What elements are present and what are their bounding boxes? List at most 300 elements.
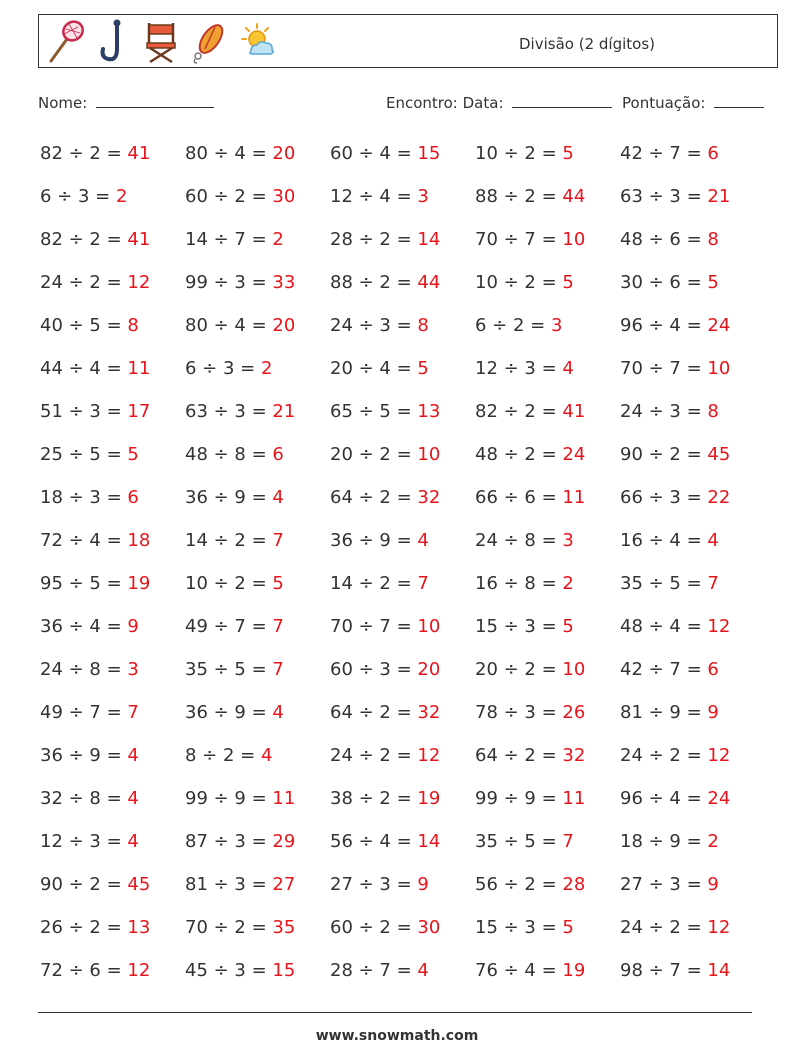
problem-question: 30 ÷ 6 =: [620, 272, 708, 293]
problem-question: 36 ÷ 4 =: [40, 616, 128, 637]
division-problem: [330, 401, 440, 422]
division-problem: [185, 315, 295, 336]
problem-answer: 2: [707, 831, 719, 852]
problem-answer: 17: [127, 401, 151, 422]
problem-question: 10 ÷ 2 =: [475, 143, 563, 164]
division-problem: [185, 745, 272, 766]
problem-question: 96 ÷ 4 =: [620, 315, 708, 336]
problem-answer: 29: [272, 831, 296, 852]
problem-question: 70 ÷ 7 =: [475, 229, 563, 250]
problem-question: 36 ÷ 9 =: [185, 487, 273, 508]
division-problem: [40, 401, 150, 422]
problem-question: 24 ÷ 2 =: [620, 917, 708, 938]
division-problem: [330, 788, 440, 809]
problem-question: 28 ÷ 7 =: [330, 960, 418, 981]
problem-question: 66 ÷ 3 =: [620, 487, 708, 508]
division-problem: [475, 358, 574, 379]
problem-question: 88 ÷ 2 =: [330, 272, 418, 293]
problem-question: 72 ÷ 4 =: [40, 530, 128, 551]
problem-question: 82 ÷ 2 =: [40, 229, 128, 250]
division-problem: [475, 530, 574, 551]
problem-answer: 4: [127, 831, 139, 852]
division-problem: [40, 530, 150, 551]
problem-answer: 11: [127, 358, 151, 379]
division-problem: [185, 659, 284, 680]
problem-answer: 4: [260, 745, 273, 766]
problem-answer: 15: [272, 960, 296, 981]
division-problem: [185, 874, 295, 895]
problem-question: 48 ÷ 2 =: [475, 444, 563, 465]
division-problem: [40, 186, 127, 207]
division-problem: [40, 616, 139, 637]
division-problem: [620, 229, 719, 250]
division-problem: [475, 315, 562, 336]
problem-row: [40, 606, 760, 649]
problem-answer: 20: [272, 143, 296, 164]
problem-answer: 26: [562, 702, 586, 723]
directors-chair-icon: [141, 19, 181, 65]
division-problem: [620, 401, 719, 422]
problem-answer: 4: [272, 702, 284, 723]
division-problem: [185, 444, 284, 465]
problem-answer: 18: [127, 530, 151, 551]
division-problem: [330, 186, 429, 207]
problem-question: 24 ÷ 3 =: [620, 401, 708, 422]
division-problem: [185, 401, 295, 422]
division-problem: [330, 702, 440, 723]
division-problem: [40, 487, 139, 508]
problem-question: 35 ÷ 5 =: [185, 659, 273, 680]
problem-question: 15 ÷ 3 =: [475, 616, 563, 637]
division-problem: [330, 487, 440, 508]
problem-question: 51 ÷ 3 =: [40, 401, 128, 422]
problem-answer: 4: [562, 358, 574, 379]
problem-answer: 10: [417, 616, 441, 637]
score-blank[interactable]: [714, 93, 764, 108]
problem-answer: 32: [562, 745, 586, 766]
division-problem: [185, 573, 284, 594]
problem-answer: 8: [707, 401, 719, 422]
problem-row: [40, 692, 760, 735]
problem-question: 16 ÷ 8 =: [475, 573, 563, 594]
problem-question: 35 ÷ 5 =: [620, 573, 708, 594]
problem-row: [40, 821, 760, 864]
name-blank[interactable]: [96, 93, 214, 108]
problem-question: 63 ÷ 3 =: [620, 186, 708, 207]
problem-question: 14 ÷ 7 =: [185, 229, 273, 250]
problem-answer: 4: [417, 960, 429, 981]
division-problem: [185, 272, 295, 293]
problem-question: 40 ÷ 5 =: [40, 315, 128, 336]
division-problem: [330, 874, 429, 895]
problem-question: 56 ÷ 2 =: [475, 874, 563, 895]
problem-row: [40, 305, 760, 348]
problem-answer: 20: [417, 659, 441, 680]
problem-question: 10 ÷ 2 =: [185, 573, 273, 594]
problem-row: [40, 133, 760, 176]
problem-question: 36 ÷ 9 =: [185, 702, 273, 723]
problem-question: 6 ÷ 3 =: [40, 186, 116, 207]
problem-answer: 33: [272, 272, 296, 293]
problem-answer: 5: [417, 358, 429, 379]
problem-answer: 4: [127, 788, 139, 809]
division-problem: [330, 960, 429, 981]
problem-answer: 11: [272, 788, 296, 809]
division-problem: [620, 788, 730, 809]
problem-answer: 8: [127, 315, 139, 336]
problem-answer: 5: [707, 272, 719, 293]
problem-question: 60 ÷ 2 =: [185, 186, 273, 207]
problem-answer: 5: [127, 444, 139, 465]
division-problem: [185, 788, 295, 809]
worksheet-title: Divisão (2 dígitos): [519, 35, 655, 53]
division-problem: [620, 530, 719, 551]
problem-row: [40, 735, 760, 778]
problem-answer: 14: [417, 831, 441, 852]
problem-answer: 8: [707, 229, 719, 250]
problem-question: 64 ÷ 2 =: [330, 702, 418, 723]
problem-row: [40, 864, 760, 907]
division-problem: [620, 315, 730, 336]
division-problem: [40, 831, 139, 852]
problem-question: 78 ÷ 3 =: [475, 702, 563, 723]
score-label: Pontuação:: [622, 94, 706, 112]
problem-answer: 28: [562, 874, 586, 895]
problem-question: 24 ÷ 3 =: [330, 315, 418, 336]
division-problem: [40, 659, 139, 680]
division-problem: [40, 702, 139, 723]
problem-question: 99 ÷ 9 =: [475, 788, 563, 809]
division-problem: [620, 186, 730, 207]
problem-question: 25 ÷ 5 =: [40, 444, 128, 465]
problem-question: 14 ÷ 2 =: [330, 573, 418, 594]
problem-question: 36 ÷ 9 =: [330, 530, 418, 551]
division-problem: [185, 186, 295, 207]
division-problem: [620, 960, 730, 981]
problem-question: 66 ÷ 6 =: [475, 487, 563, 508]
problem-answer: 12: [707, 917, 731, 938]
problem-answer: 4: [272, 487, 284, 508]
problem-row: [40, 391, 760, 434]
problem-row: [40, 907, 760, 950]
problem-answer: 7: [417, 573, 429, 594]
division-problem: [40, 788, 139, 809]
problem-answer: 22: [707, 487, 731, 508]
problem-answer: 5: [562, 143, 574, 164]
division-problem: [40, 315, 139, 336]
division-problem: [620, 272, 719, 293]
division-problem: [620, 573, 719, 594]
problem-answer: 2: [115, 186, 128, 207]
problem-question: 27 ÷ 3 =: [330, 874, 418, 895]
division-problem: [330, 444, 440, 465]
problem-answer: 24: [707, 788, 731, 809]
date-blank[interactable]: [512, 93, 612, 108]
division-problem: [620, 143, 719, 164]
division-problem: [620, 659, 719, 680]
problem-answer: 10: [417, 444, 441, 465]
encounter-date-label: Encontro: Data:: [386, 94, 504, 112]
problem-answer: 4: [417, 530, 429, 551]
problem-question: 64 ÷ 2 =: [330, 487, 418, 508]
division-problem: [475, 186, 585, 207]
division-problem: [620, 874, 719, 895]
problem-answer: 10: [562, 659, 586, 680]
problem-row: [40, 176, 760, 219]
problem-answer: 9: [417, 874, 429, 895]
problem-row: [40, 520, 760, 563]
problem-answer: 10: [562, 229, 586, 250]
division-problem: [620, 831, 719, 852]
problem-answer: 11: [562, 487, 586, 508]
problem-answer: 24: [707, 315, 731, 336]
student-info-row: [38, 93, 778, 117]
division-problem: [185, 358, 272, 379]
problem-question: 88 ÷ 2 =: [475, 186, 563, 207]
problem-answer: 3: [417, 186, 429, 207]
problem-answer: 6: [707, 659, 719, 680]
division-problem: [185, 616, 284, 637]
division-problem: [40, 229, 150, 250]
division-problem: [475, 272, 574, 293]
problem-answer: 7: [707, 573, 719, 594]
division-problem: [40, 444, 139, 465]
problem-answer: 30: [272, 186, 296, 207]
problem-answer: 5: [272, 573, 284, 594]
problem-answer: 7: [272, 659, 284, 680]
problem-question: 49 ÷ 7 =: [40, 702, 128, 723]
problem-question: 81 ÷ 9 =: [620, 702, 708, 723]
problem-answer: 13: [127, 917, 151, 938]
problem-row: [40, 262, 760, 305]
problem-question: 45 ÷ 3 =: [185, 960, 273, 981]
problem-question: 80 ÷ 4 =: [185, 143, 273, 164]
division-problem: [620, 745, 730, 766]
problem-question: 42 ÷ 7 =: [620, 659, 708, 680]
problem-answer: 9: [707, 874, 719, 895]
problem-answer: 12: [417, 745, 441, 766]
problem-question: 72 ÷ 6 =: [40, 960, 128, 981]
problem-question: 48 ÷ 6 =: [620, 229, 708, 250]
problem-answer: 24: [562, 444, 586, 465]
problem-answer: 12: [707, 745, 731, 766]
problem-answer: 21: [707, 186, 731, 207]
problem-question: 6 ÷ 2 =: [475, 315, 551, 336]
problem-row: [40, 434, 760, 477]
problem-answer: 20: [272, 315, 296, 336]
problem-question: 82 ÷ 2 =: [40, 143, 128, 164]
problem-answer: 4: [707, 530, 719, 551]
problem-answer: 4: [127, 745, 139, 766]
problem-row: [40, 950, 760, 993]
problem-question: 12 ÷ 4 =: [330, 186, 418, 207]
division-problem: [40, 874, 150, 895]
problem-question: 18 ÷ 9 =: [620, 831, 708, 852]
division-problem: [330, 358, 429, 379]
problem-answer: 41: [127, 229, 151, 250]
problem-question: 80 ÷ 4 =: [185, 315, 273, 336]
problem-question: 24 ÷ 8 =: [475, 530, 563, 551]
problem-row: [40, 219, 760, 262]
division-problem: [185, 960, 295, 981]
division-problem: [475, 960, 585, 981]
problem-question: 63 ÷ 3 =: [185, 401, 273, 422]
division-problem: [475, 745, 585, 766]
division-problem: [475, 702, 585, 723]
problem-question: 36 ÷ 9 =: [40, 745, 128, 766]
problem-question: 27 ÷ 3 =: [620, 874, 708, 895]
problem-question: 24 ÷ 2 =: [620, 745, 708, 766]
division-problem: [330, 745, 440, 766]
division-problem: [475, 401, 585, 422]
division-problem: [40, 143, 150, 164]
problem-answer: 21: [272, 401, 296, 422]
division-problem: [475, 573, 574, 594]
problem-answer: 12: [707, 616, 731, 637]
problem-question: 28 ÷ 2 =: [330, 229, 418, 250]
problem-question: 82 ÷ 2 =: [475, 401, 563, 422]
problem-question: 8 ÷ 2 =: [185, 745, 261, 766]
division-problem: [40, 745, 139, 766]
problem-answer: 5: [562, 616, 574, 637]
problem-question: 14 ÷ 2 =: [185, 530, 273, 551]
division-problem: [330, 272, 440, 293]
name-field[interactable]: [38, 93, 214, 112]
division-problem: [185, 831, 295, 852]
division-problem: [330, 229, 440, 250]
problem-answer: 19: [127, 573, 151, 594]
problem-answer: 5: [562, 272, 574, 293]
problem-answer: 15: [417, 143, 441, 164]
problem-answer: 45: [707, 444, 731, 465]
fishing-lure-icon: [189, 19, 229, 65]
problem-question: 38 ÷ 2 =: [330, 788, 418, 809]
problem-question: 24 ÷ 2 =: [330, 745, 418, 766]
problem-answer: 44: [562, 186, 586, 207]
problem-question: 48 ÷ 8 =: [185, 444, 273, 465]
problem-question: 65 ÷ 5 =: [330, 401, 418, 422]
division-problem: [620, 616, 730, 637]
problem-answer: 7: [127, 702, 139, 723]
problem-row: [40, 778, 760, 821]
division-problem: [185, 702, 284, 723]
problem-question: 70 ÷ 2 =: [185, 917, 273, 938]
butterfly-net-icon: [45, 19, 85, 65]
problem-answer: 41: [562, 401, 586, 422]
division-problem: [40, 358, 150, 379]
problem-question: 96 ÷ 4 =: [620, 788, 708, 809]
division-problem: [620, 487, 730, 508]
problem-answer: 3: [550, 315, 563, 336]
division-problem: [330, 616, 440, 637]
problem-answer: 7: [562, 831, 574, 852]
division-problem: [475, 143, 574, 164]
division-problem: [330, 831, 440, 852]
problem-answer: 19: [417, 788, 441, 809]
division-problem: [475, 487, 585, 508]
name-label: Nome:: [38, 94, 88, 112]
division-problem: [185, 229, 284, 250]
problem-answer: 27: [272, 874, 296, 895]
problem-question: 95 ÷ 5 =: [40, 573, 128, 594]
problem-question: 44 ÷ 4 =: [40, 358, 128, 379]
division-problem: [475, 616, 574, 637]
problem-question: 90 ÷ 2 =: [40, 874, 128, 895]
footer-url: www.snowmath.com: [315, 1028, 479, 1044]
problem-question: 64 ÷ 2 =: [475, 745, 563, 766]
division-problem: [475, 444, 585, 465]
problem-answer: 32: [417, 702, 441, 723]
problem-question: 18 ÷ 3 =: [40, 487, 128, 508]
problem-question: 60 ÷ 3 =: [330, 659, 418, 680]
problem-question: 24 ÷ 2 =: [40, 272, 128, 293]
problem-answer: 12: [127, 272, 151, 293]
problem-question: 12 ÷ 3 =: [475, 358, 563, 379]
problem-answer: 7: [272, 616, 284, 637]
problem-question: 16 ÷ 4 =: [620, 530, 708, 551]
problem-question: 60 ÷ 4 =: [330, 143, 418, 164]
problem-answer: 19: [562, 960, 586, 981]
problem-question: 20 ÷ 4 =: [330, 358, 418, 379]
division-problem: [185, 530, 284, 551]
problem-answer: 5: [562, 917, 574, 938]
problem-question: 24 ÷ 8 =: [40, 659, 128, 680]
division-problem: [40, 960, 150, 981]
problem-row: [40, 563, 760, 606]
problem-answer: 11: [562, 788, 586, 809]
division-problem: [620, 444, 730, 465]
problem-question: 99 ÷ 3 =: [185, 272, 273, 293]
problem-question: 12 ÷ 3 =: [40, 831, 128, 852]
problem-question: 56 ÷ 4 =: [330, 831, 418, 852]
score-field[interactable]: [622, 93, 764, 112]
problem-question: 35 ÷ 5 =: [475, 831, 563, 852]
problem-answer: 10: [707, 358, 731, 379]
problem-question: 20 ÷ 2 =: [475, 659, 563, 680]
problem-question: 48 ÷ 4 =: [620, 616, 708, 637]
problem-answer: 3: [127, 659, 139, 680]
problem-answer: 14: [707, 960, 731, 981]
division-problem: [330, 530, 429, 551]
problem-question: 70 ÷ 7 =: [620, 358, 708, 379]
division-problem: [330, 573, 429, 594]
division-problem: [40, 917, 150, 938]
date-field[interactable]: [386, 93, 612, 112]
division-problem: [185, 487, 284, 508]
problem-answer: 8: [417, 315, 429, 336]
problem-question: 81 ÷ 3 =: [185, 874, 273, 895]
division-problem: [475, 659, 585, 680]
problem-answer: 2: [562, 573, 574, 594]
problem-answer: 9: [127, 616, 139, 637]
problem-question: 6 ÷ 3 =: [185, 358, 261, 379]
division-problem: [330, 659, 440, 680]
problem-question: 49 ÷ 7 =: [185, 616, 273, 637]
problem-answer: 6: [707, 143, 719, 164]
division-problem: [330, 143, 440, 164]
problem-answer: 2: [272, 229, 284, 250]
fishing-hook-icon: [93, 19, 133, 65]
problem-answer: 7: [272, 530, 284, 551]
problem-row: [40, 649, 760, 692]
problem-answer: 6: [127, 487, 139, 508]
problem-row: [40, 477, 760, 520]
problem-question: 26 ÷ 2 =: [40, 917, 128, 938]
problem-answer: 14: [417, 229, 441, 250]
footer-divider: [38, 1012, 752, 1013]
problem-question: 15 ÷ 3 =: [475, 917, 563, 938]
division-problem: [40, 272, 150, 293]
